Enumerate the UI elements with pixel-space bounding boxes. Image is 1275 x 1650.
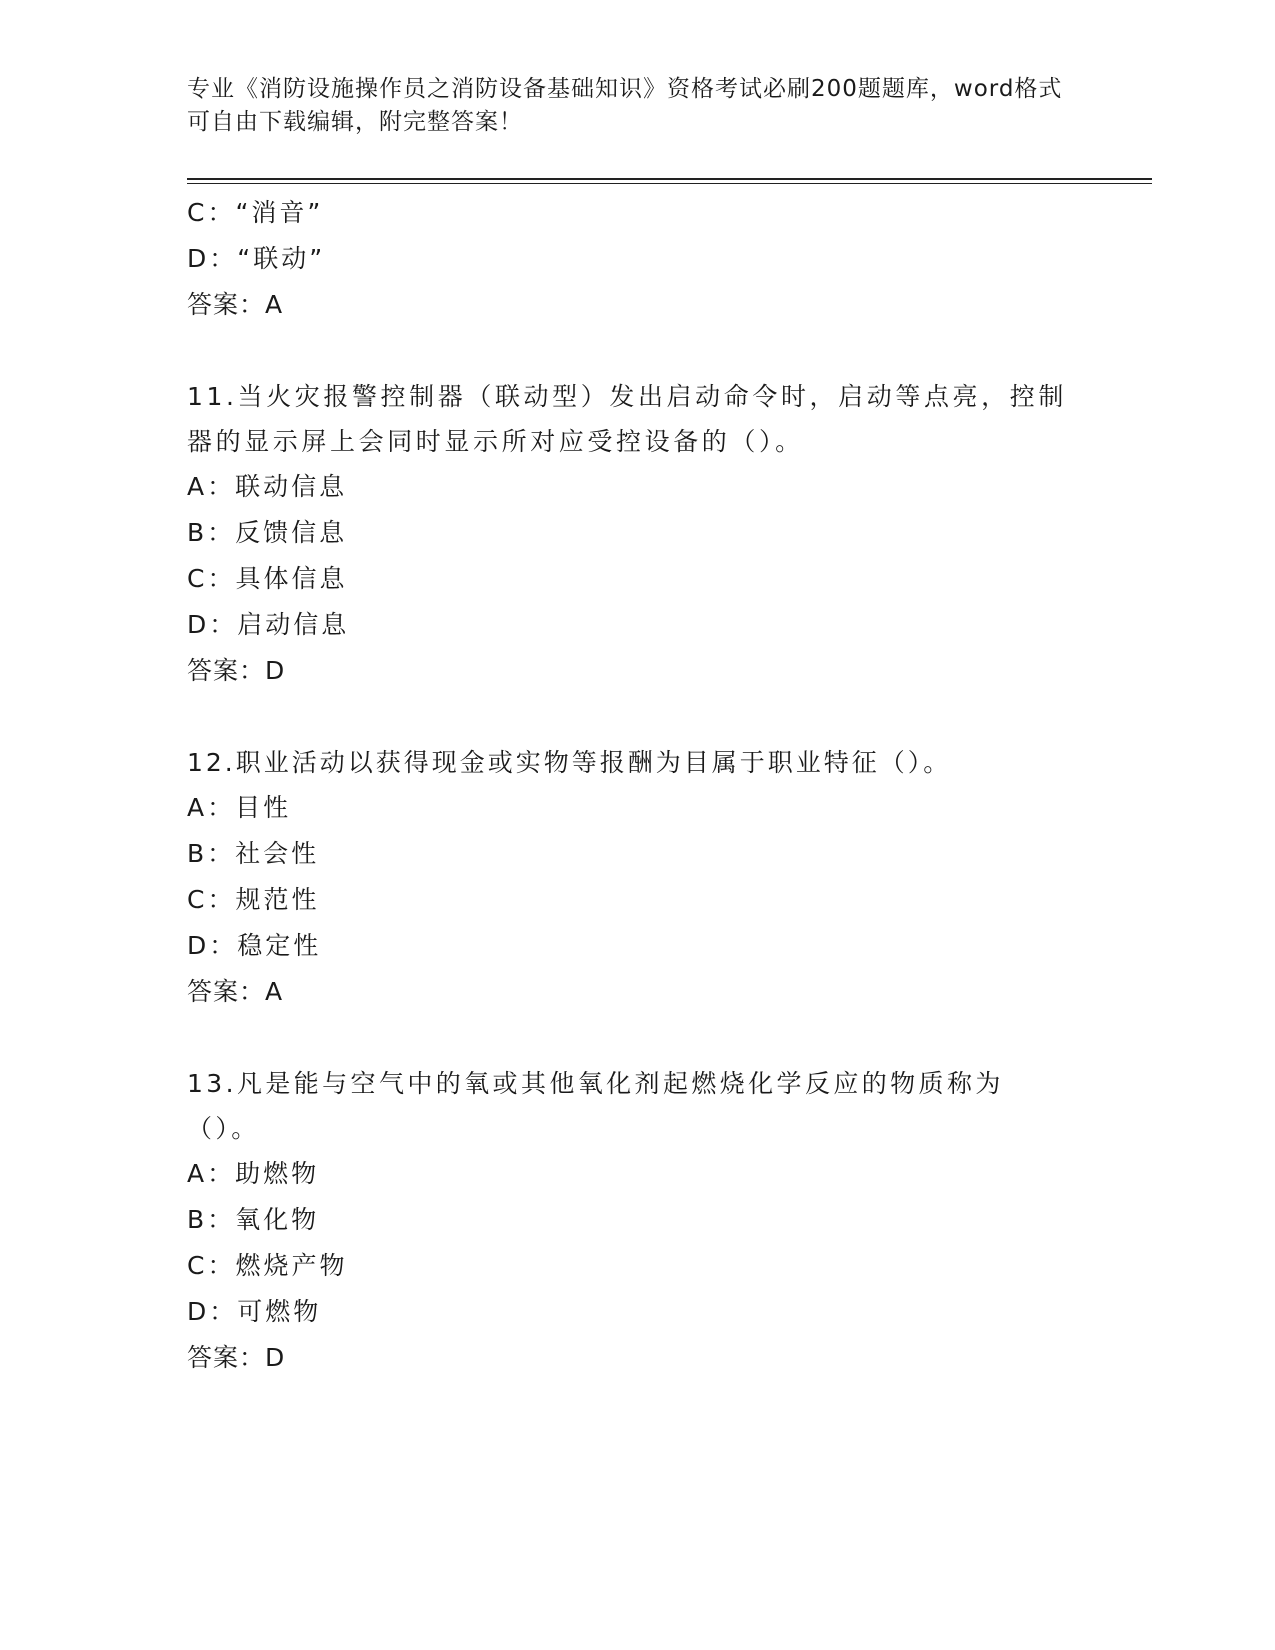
question-13 [187, 1061, 1067, 1381]
spacer [187, 328, 1067, 374]
option-a: A：联动信息 [187, 472, 348, 501]
spacer [187, 694, 1067, 740]
answer: 答案：D [187, 656, 286, 685]
option-c: C：规范性 [187, 885, 320, 914]
option-b: B：氧化物 [187, 1205, 320, 1234]
answer: 答案：D [187, 1343, 286, 1372]
option-d: D：可燃物 [187, 1297, 322, 1326]
question-12 [187, 740, 1067, 1015]
question-stem: 12.职业活动以获得现金或实物等报酬为目属于职业特征（）。 [187, 748, 952, 777]
option-a: A：目性 [187, 793, 292, 822]
header-divider-thick [187, 178, 1152, 180]
option-c: C：燃烧产物 [187, 1251, 348, 1280]
option-b: B：社会性 [187, 839, 320, 868]
spacer [187, 1015, 1067, 1061]
question-10-continued [187, 190, 1067, 328]
question-stem: 13.凡是能与空气中的氧或其他氧化剂起燃烧化学反应的物质称为（）。 [187, 1069, 1004, 1143]
option-d: D：稳定性 [187, 931, 322, 960]
option-d: D：“联动” [187, 244, 326, 273]
answer: 答案：A [187, 290, 284, 319]
question-list [187, 190, 1067, 1381]
header-divider-thin [187, 183, 1152, 184]
document-header: 专业《消防设施操作员之消防设备基础知识》资格考试必刷200题题库，word格式可自由下载编辑，附完整答案！ [187, 76, 1063, 135]
option-c: C：“消音” [187, 198, 324, 227]
answer: 答案：A [187, 977, 284, 1006]
option-d: D：启动信息 [187, 610, 350, 639]
question-stem: 11.当火灾报警控制器（联动型）发出启动命令时，启动等点亮，控制器的显示屏上会同时显示所对应受控设备的（）。 [187, 382, 1067, 456]
question-11 [187, 374, 1067, 694]
option-c: C：具体信息 [187, 564, 348, 593]
option-a: A：助燃物 [187, 1159, 320, 1188]
option-b: B：反馈信息 [187, 518, 348, 547]
